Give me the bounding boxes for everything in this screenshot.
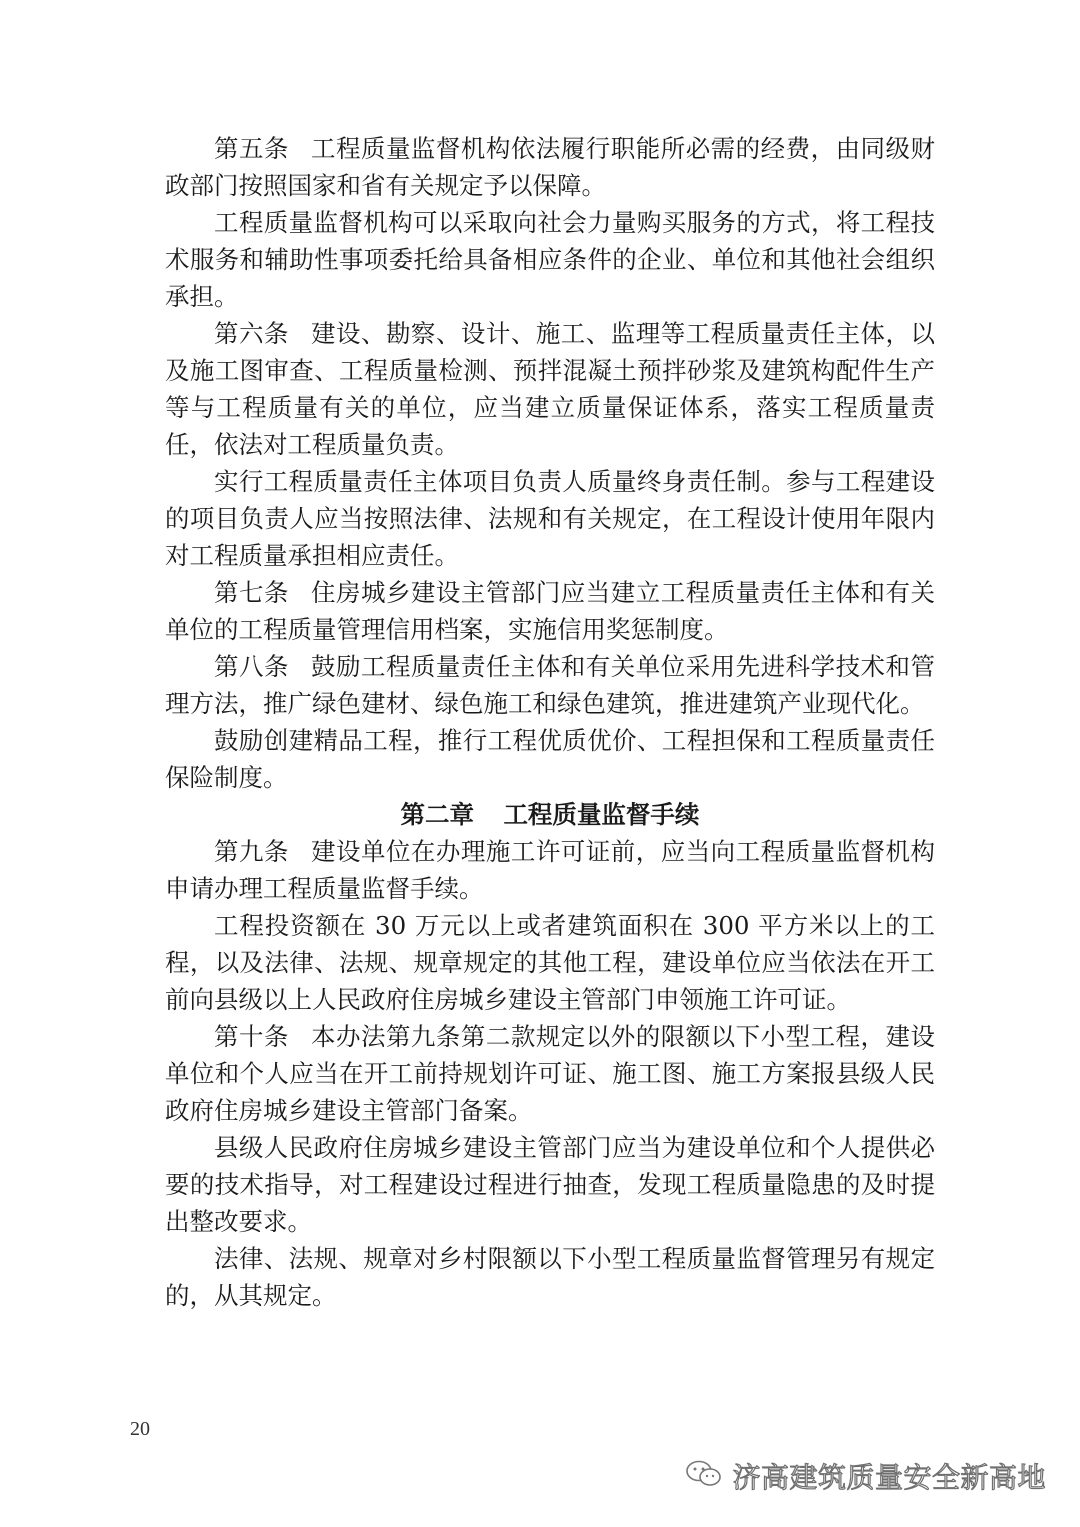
- wechat-icon: [684, 1459, 724, 1494]
- watermark-text: 济高建筑质量安全新高地: [732, 1461, 1046, 1494]
- chapter-heading: [165, 796, 935, 833]
- paragraph-text: 本办法第九条第二款规定以外的限额以下小型工程，建设单位和个人应当在开工前持规划许可证、施工图、施工方案报县级人民政府住房城乡建设主管部门备案。: [165, 1022, 936, 1125]
- paragraph-article-9: [165, 833, 935, 907]
- paragraph-text: 鼓励工程质量责任主体和有关单位采用先进科学技术和管理方法，推广绿色建材、绿色施工和绿色建筑，推进建筑产业现代化。: [165, 652, 936, 718]
- chapter-title: 工程质量监督手续: [503, 800, 700, 829]
- paragraph-article-9-clause-2: [165, 907, 935, 1018]
- article-label: 第十条: [214, 1022, 289, 1051]
- paragraph-article-10: [165, 1018, 935, 1129]
- watermark: [684, 1458, 1046, 1494]
- paragraph-text: 实行工程质量责任主体项目负责人质量终身责任制。参与工程建设的项目负责人应当按照法律、法规和有关规定，在工程设计使用年限内对工程质量承担相应责任。: [165, 467, 935, 570]
- paragraph-article-10-clause-2: [165, 1129, 935, 1240]
- paragraph-article-6: [165, 315, 935, 463]
- paragraph-text: 建设、勘察、设计、施工、监理等工程质量责任主体，以及施工图审查、工程质量检测、预拌混凝土预拌砂浆及建筑构配件生产等与工程质量有关的单位，应当建立质量保证体系，落实工程质量责任，依法对工程质量负责。: [165, 319, 936, 459]
- paragraph-text: 鼓励创建精品工程，推行工程优质优价、工程担保和工程质量责任保险制度。: [165, 726, 935, 792]
- article-label: 第八条: [214, 652, 289, 681]
- paragraph-text: 工程质量监督机构可以采取向社会力量购买服务的方式，将工程技术服务和辅助性事项委托给具备相应条件的企业、单位和其他社会组织承担。: [165, 208, 935, 311]
- article-label: 第七条: [214, 578, 289, 607]
- article-label: 第五条: [214, 134, 289, 163]
- article-label: 第六条: [214, 319, 289, 348]
- paragraph-text: 工程投资额在 30 万元以上或者建筑面积在 300 平方米以上的工程，以及法律、法规、规章规定的其他工程，建设单位应当依法在开工前向县级以上人民政府住房城乡建设主管部门申领施工许可证。: [165, 911, 935, 1014]
- chapter-number: 第二章: [400, 800, 475, 829]
- paragraph-text: 工程质量监督机构依法履行职能所必需的经费，由同级财政部门按照国家和省有关规定予以保障。: [165, 134, 936, 200]
- paragraph-text: 法律、法规、规章对乡村限额以下小型工程质量监督管理另有规定的，从其规定。: [165, 1244, 935, 1310]
- page-number: 20: [130, 1418, 150, 1440]
- paragraph-text: 县级人民政府住房城乡建设主管部门应当为建设单位和个人提供必要的技术指导，对工程建设过程进行抽查，发现工程质量隐患的及时提出整改要求。: [165, 1133, 935, 1236]
- paragraph-text: 建设单位在办理施工许可证前，应当向工程质量监督机构申请办理工程质量监督手续。: [165, 837, 936, 903]
- paragraph-article-8: [165, 648, 935, 722]
- paragraph-article-10-clause-3: [165, 1240, 935, 1314]
- paragraph-article-5: [165, 130, 935, 204]
- paragraph-article-7: [165, 574, 935, 648]
- document-body: [165, 130, 935, 1314]
- paragraph-article-8-clause-2: [165, 722, 935, 796]
- paragraph-article-6-clause-2: [165, 463, 935, 574]
- article-label: 第九条: [214, 837, 289, 866]
- paragraph-text: 住房城乡建设主管部门应当建立工程质量责任主体和有关单位的工程质量管理信用档案，实施信用奖惩制度。: [165, 578, 936, 644]
- paragraph-article-5-clause-2: [165, 204, 935, 315]
